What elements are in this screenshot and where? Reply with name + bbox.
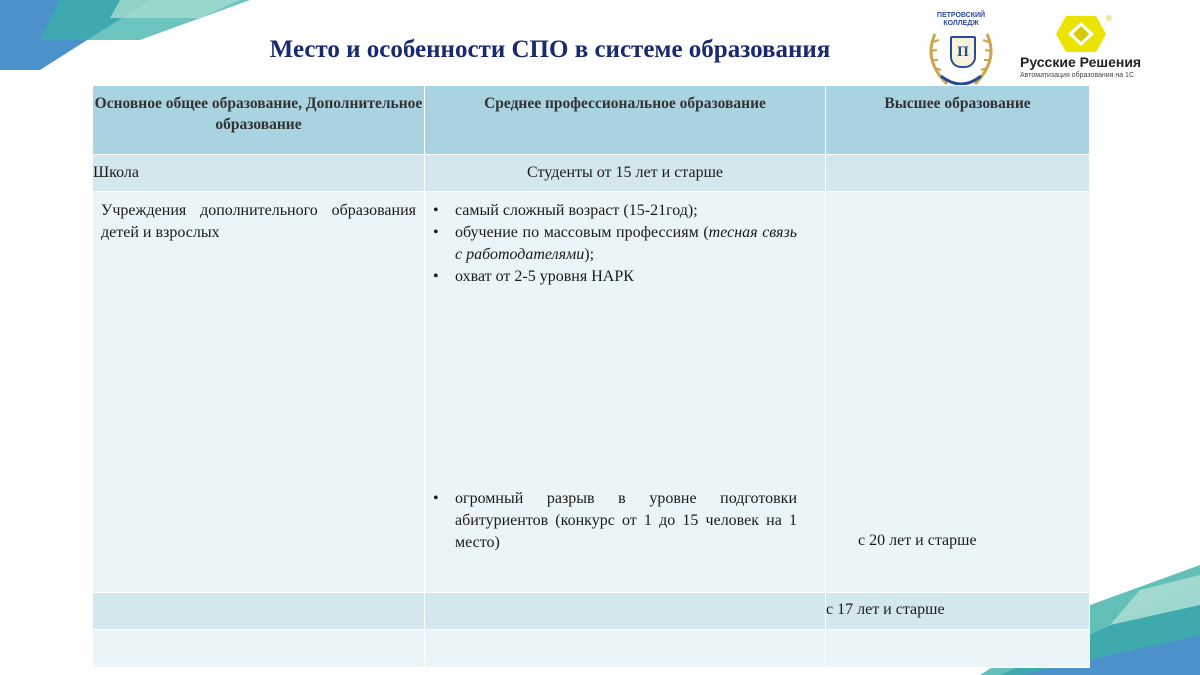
cell-empty [425,593,826,630]
hexagon-mark-icon [1056,14,1106,54]
list-item: • самый сложный возраст (15-21год); [425,200,825,222]
header-higher-education: Высшее образование [826,86,1090,155]
table-row [93,630,1090,668]
cell-empty [425,630,826,668]
header-spo: Среднее профессиональное образование [425,86,826,155]
college-shield-icon: П [950,36,976,68]
training-gap-list [425,488,825,554]
bullet-icon: • [433,268,439,285]
russkie-resheniya-tagline: Автоматизация образования на 1С [1020,72,1135,79]
cell-spo-features [425,192,826,593]
cell-students-age: Студенты от 15 лет и старше [425,155,826,192]
cell-empty [93,630,425,668]
list-item: • обучение по массовым профессиям (тесная связь с работодателями); [433,224,797,263]
registered-mark: ® [1106,14,1112,23]
bullet-icon: • [433,202,439,219]
table-row [93,593,1090,630]
table-row [93,155,1090,192]
slide-title: Место и особенности СПО в системе образования [269,36,831,63]
cell-school: Школа [93,155,425,192]
higher-education-age-17: с 17 лет и старше [826,593,1090,630]
table-row [93,192,1090,593]
russkie-resheniya-logo [1016,14,1196,94]
cell-empty [826,155,1090,192]
header-basic-education: Основное общее образование, Дополнительное образование [93,86,425,155]
education-comparison-table [92,85,1090,668]
list-item: • огромный разрыв в уровне подготовки абитуриентов (конкурс от 1 до 15 человек на 1 место) [433,490,797,551]
cell-empty [826,630,1090,668]
bullet-icon: • [433,224,439,241]
employer-link-note: тесная связь с работодателями [455,224,797,263]
petrovsky-college-logo [921,8,1001,90]
table-header-row [93,86,1090,155]
list-item: • охват от 2-5 уровня НАРК [425,266,825,288]
cell-empty [93,593,425,630]
russkie-resheniya-name: Русские Решения [1020,54,1142,70]
spo-feature-list [425,192,825,288]
petrovsky-logo-name: ПЕТРОВСКИЙ КОЛЛЕДЖ [936,12,986,27]
bullet-icon: • [433,490,439,507]
cell-higher-age [826,192,1090,593]
cell-additional-education: Учреждения дополнительного образования детей и взрослых [93,192,425,593]
higher-education-age-20: с 20 лет и старше [858,532,977,549]
